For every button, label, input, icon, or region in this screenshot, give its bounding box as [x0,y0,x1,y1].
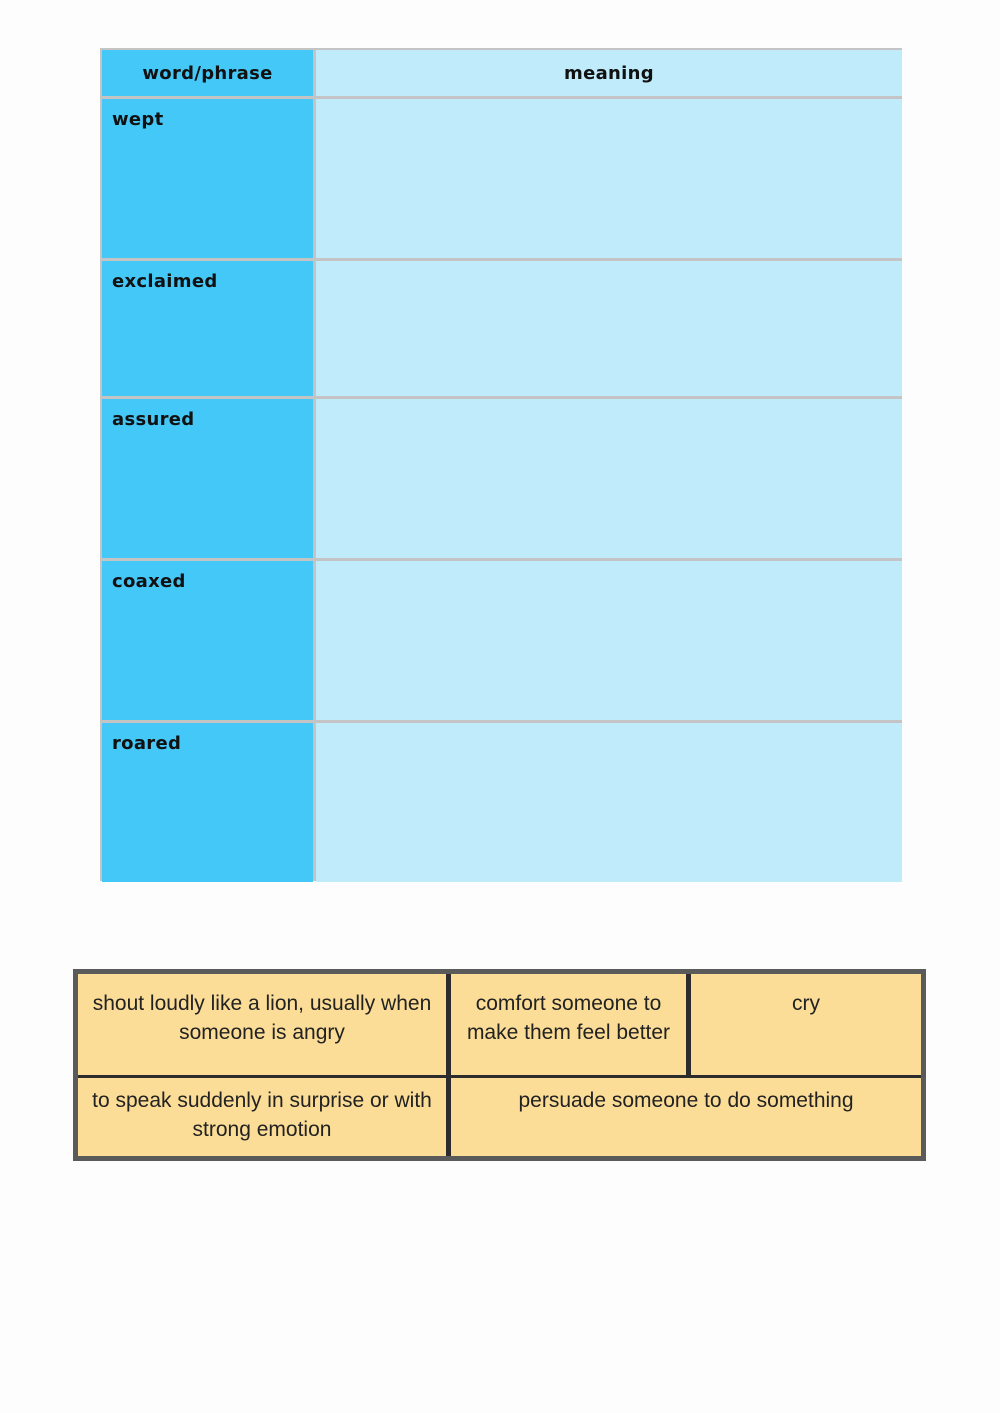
answer-card[interactable]: cry [691,974,921,1075]
vocabulary-table [100,48,902,881]
answer-bank [73,969,926,1161]
answer-card[interactable]: comfort someone to make them feel better [451,974,686,1075]
meaning-drop-zone-coaxed[interactable] [316,561,902,720]
answer-card[interactable]: shout loudly like a lion, usually when someone is angry [78,974,446,1075]
word-cell-coaxed: coaxed [102,561,313,720]
header-meaning: meaning [316,50,902,96]
word-cell-assured: assured [102,399,313,558]
answer-card[interactable]: to speak suddenly in surprise or with strong emotion [78,1078,446,1156]
word-cell-roared: roared [102,723,313,882]
word-cell-exclaimed: exclaimed [102,261,313,396]
meaning-drop-zone-exclaimed[interactable] [316,261,902,396]
answer-card[interactable]: persuade someone to do something [451,1078,921,1156]
meaning-drop-zone-assured[interactable] [316,399,902,558]
meaning-drop-zone-wept[interactable] [316,99,902,258]
meaning-drop-zone-roared[interactable] [316,723,902,882]
header-word-phrase: word/phrase [102,50,313,96]
word-cell-wept: wept [102,99,313,258]
